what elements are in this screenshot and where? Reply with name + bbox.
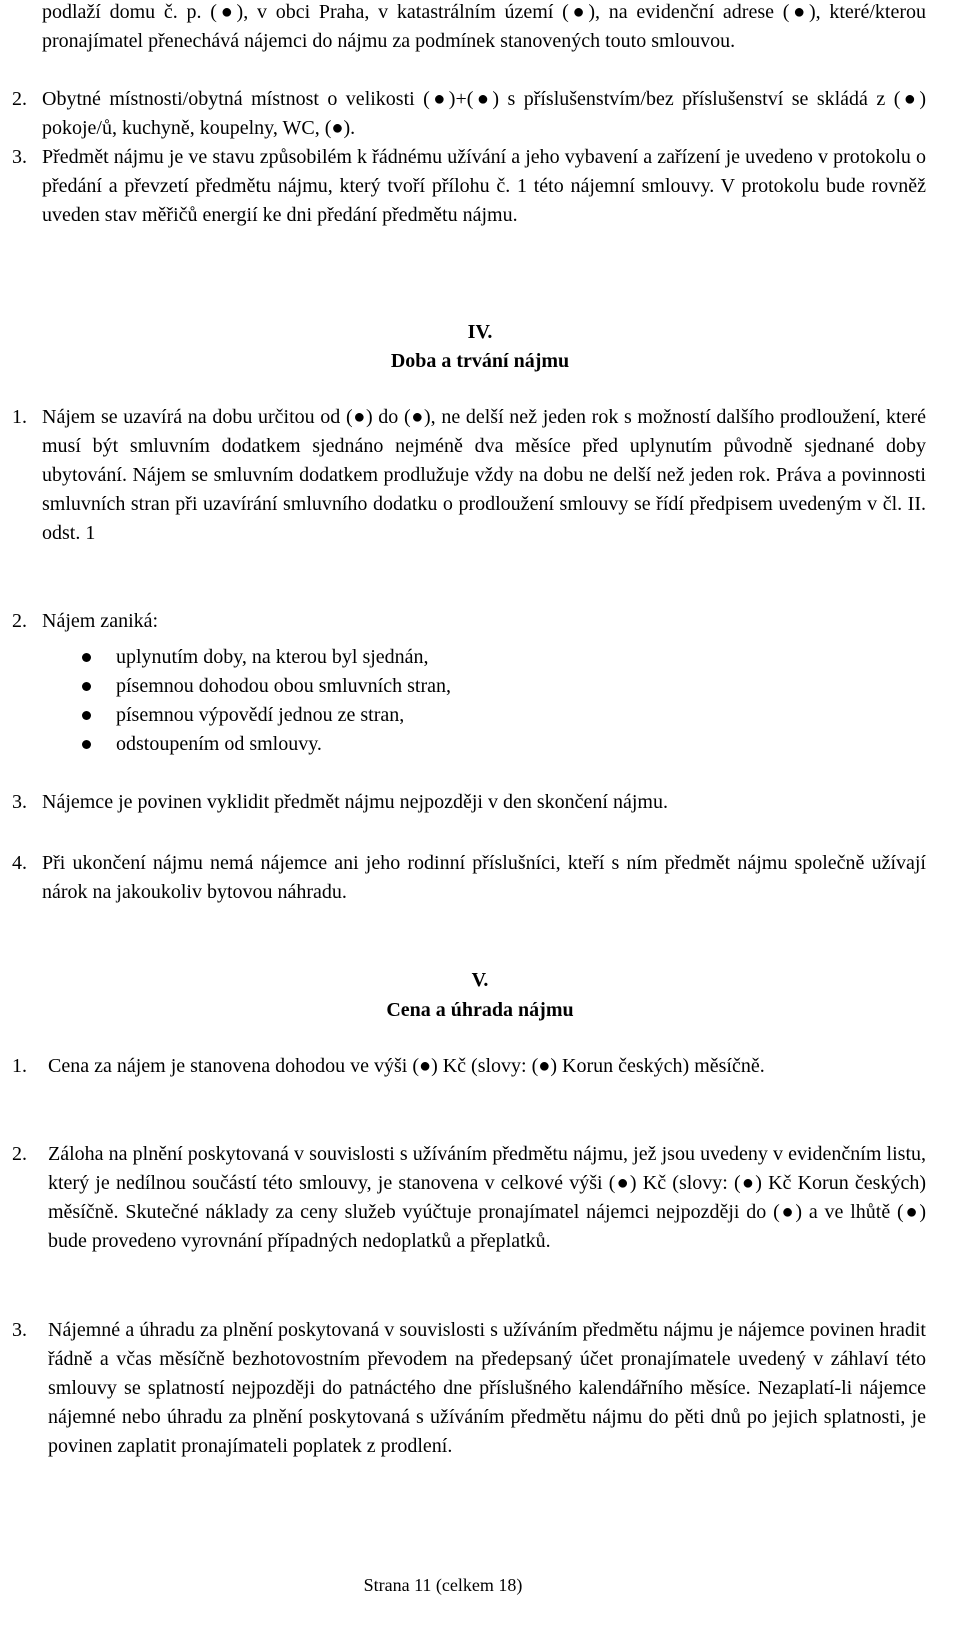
list-item: uplynutím doby, na kterou byl sjednán, bbox=[0, 643, 926, 672]
section5-paragraph-3 bbox=[12, 1316, 926, 1461]
section4-paragraph-2 bbox=[12, 607, 926, 636]
paragraph-number: 2. bbox=[12, 610, 27, 632]
paragraph-text: Nájemné a úhradu za plnění poskytovaná v souvislosti s užíváním předmětu nájmu je nájemce povinen hradit řádně a včas měsíčně bezhotovostním převodem na předepsaný účet pronajímatele uvedený v záhlaví této smlouvy se splatností nejpozději do patnáctého dne příslušného kalendářního měsíce. Nezaplatí-li nájemce nájemné nebo úhradu za plnění poskytovaná s užíváním předmětu nájmu do pěti dnů po jejich splatnosti, je povinen zaplatit pronajímateli poplatek z prodlení. bbox=[48, 1319, 926, 1457]
section5-paragraph-1 bbox=[12, 1052, 926, 1081]
paragraph-text: Nájemce je povinen vyklidit předmět nájmu nejpozději v den skončení nájmu. bbox=[42, 791, 668, 813]
section3-paragraph-1 bbox=[12, 0, 926, 56]
section4-paragraph-1 bbox=[12, 403, 926, 548]
paragraph-text: Cena za nájem je stanovena dohodou ve výši (●) Kč (slovy: (●) Korun českých) měsíčně. bbox=[48, 1055, 765, 1077]
section4-paragraph-4 bbox=[12, 849, 926, 907]
list-item: odstoupením od smlouvy. bbox=[0, 730, 926, 759]
termination-list bbox=[0, 643, 926, 759]
bullet-icon bbox=[82, 711, 91, 720]
paragraph-text: Při ukončení nájmu nemá nájemce ani jeho rodinní příslušníci, kteří s ním předmět nájmu společně užívají nárok na jakoukoliv bytovou náhradu. bbox=[42, 852, 926, 903]
paragraph-text: Záloha na plnění poskytovaná v souvislosti s užíváním předmětu nájmu, jež jsou uvedeny v evidenčním listu, který je nedílnou součástí této smlouvy, je stanovena v celkové výši (●) Kč (slovy: (●) Kč Korun českých) měsíčně. Skutečné náklady za ceny služeb vyúčtuje pronajímatel nájemci nejpozději do (●) a ve lhůtě (●) bude provedeno vyrovnání případných nedoplatků a přeplatků. bbox=[48, 1143, 926, 1252]
paragraph-number: 2. bbox=[12, 1143, 27, 1165]
paragraph-text: Nájem zaniká: bbox=[42, 610, 159, 632]
paragraph-number: 3. bbox=[12, 791, 27, 813]
section3-paragraph-2 bbox=[12, 85, 926, 143]
paragraph-number: 4. bbox=[12, 852, 27, 874]
bullet-icon bbox=[82, 740, 91, 749]
section3-paragraph-3 bbox=[12, 143, 926, 230]
paragraph-number: 1. bbox=[12, 1055, 27, 1077]
paragraph-text: podlaží domu č. p. (●), v obci Praha, v katastrálním území (●), na evidenční adrese (●), které/kterou pronajímatel přenechává nájemci do nájmu za podmínek stanovených touto smlouvou. bbox=[42, 1, 926, 52]
paragraph-number: 2. bbox=[12, 88, 27, 110]
paragraph-number: 1. bbox=[12, 406, 27, 428]
section4-title: Doba a trvání nájmu bbox=[390, 350, 570, 372]
paragraph-text: Obytné místnosti/obytná místnost o velikosti (●)+(●) s příslušenstvím/bez příslušenství se skládá z (●) pokoje/ů, kuchyně, koupelny, WC, (●). bbox=[42, 88, 926, 139]
section4-paragraph-3 bbox=[12, 788, 926, 817]
list-item: písemnou dohodou obou smluvních stran, bbox=[0, 672, 926, 701]
bullet-icon bbox=[82, 682, 91, 691]
paragraph-text: Předmět nájmu je ve stavu způsobilém k řádnému užívání a jeho vybavení a zařízení je uvedeno v protokolu o předání a převzetí předmětu nájmu, který tvoří přílohu č. 1 této nájemní smlouvy. V protokolu bude rovněž uveden stav měřičů energií ke dni předání předmětu nájmu. bbox=[42, 146, 926, 226]
section5-number: V. bbox=[471, 969, 489, 991]
section4-number: IV. bbox=[467, 321, 493, 343]
paragraph-number: 3. bbox=[12, 1319, 27, 1341]
list-item: písemnou výpovědí jednou ze stran, bbox=[0, 701, 926, 730]
paragraph-number: 3. bbox=[12, 146, 27, 168]
section5-paragraph-2 bbox=[12, 1140, 926, 1256]
section5-title: Cena a úhrada nájmu bbox=[386, 999, 574, 1021]
paragraph-text: Nájem se uzavírá na dobu určitou od (●) do (●), ne delší než jeden rok s možností dalšího prodloužení, které musí být smluvním dodatkem sjednáno nejméně dva měsíce před uplynutím původně sjednané doby ubytování. Nájem se smluvním dodatkem prodlužuje vždy na dobu ne delší než jeden rok. Práva a povinnosti smluvních stran při uzavírání smluvního dodatku o prodloužení smlouvy se řídí předpisem uvedeným v čl. II. odst. 1 bbox=[42, 406, 926, 544]
bullet-icon bbox=[82, 653, 91, 662]
page-footer: Strana 11 (celkem 18) bbox=[363, 1575, 523, 1595]
